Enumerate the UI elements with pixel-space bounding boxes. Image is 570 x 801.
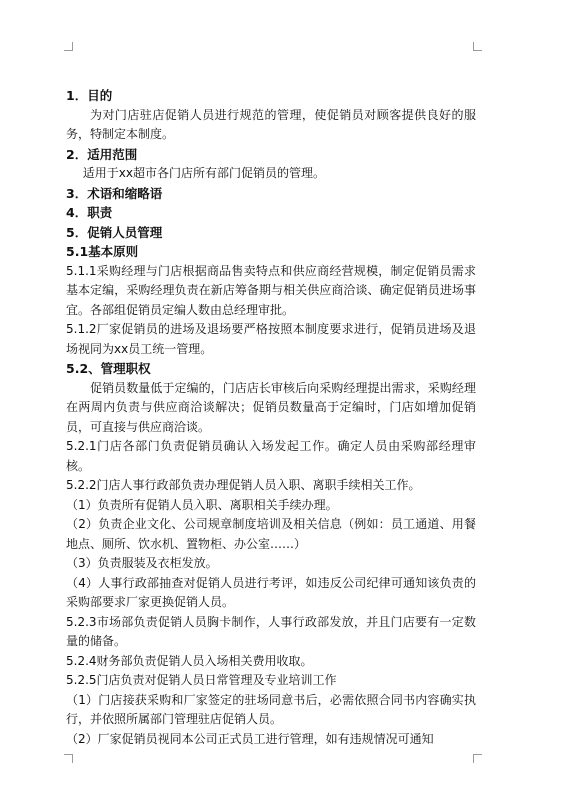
list-item-1: （1）负责所有促销人员入职、离职相关手续办理。 <box>66 497 338 512</box>
paragraph-5-2-1: 5.2.1门店各部门负责促销员确认入场发起工作。确定人员由采购部经理审核。 <box>66 439 476 473</box>
heading-scope: 2．适用范围 <box>66 146 138 162</box>
heading-management-authority: 5.2、管理职权 <box>66 361 151 376</box>
crop-mark-bottom-right <box>473 754 482 763</box>
heading-promoter-management: 5．促销人员管理 <box>66 224 163 240</box>
list-item-3: （3）负责服装及衣柜发放。 <box>66 556 218 570</box>
paragraph-5-2-5: 5.2.5门店负责对促销人员日常管理及专业培训工作 <box>66 673 337 687</box>
heading-basic-principles: 5.1基本原则 <box>66 244 139 259</box>
list-item-5-2-5-1: （1）门店接获采购和厂家签定的驻场同意书后，必需依照合同书内容确实执行，并依照所属部门管理驻店促销人员。 <box>66 692 476 726</box>
paragraph-5-1-1: 5.1.1采购经理与门店根据商品售卖特点和供应商经营规模，制定促销员需求基本定编，采购经理负责在新店筹备期与相关供应商洽谈、确定促销员进场事宜。各部组促销员定编人数由总经理审批。 <box>66 263 476 317</box>
crop-mark-top-left <box>64 42 73 51</box>
crop-mark-bottom-left <box>64 754 73 763</box>
heading-purpose: 1．目的 <box>66 88 113 103</box>
paragraph-5-2-2: 5.2.2门店人事行政部负责办理促销人员入职、离职手续相关工作。 <box>66 478 421 492</box>
paragraph-5-2-4: 5.2.4财务部负责促销人员入场相关费用收取。 <box>66 653 313 668</box>
list-item-2: （2）负责企业文化、公司规章制度培训及相关信息（例如：员工通道、用餐地点、厕所、饮水机、置物柜、办公室……） <box>66 517 476 551</box>
paragraph-5-1-2: 5.1.2厂家促销员的进场及退场要严格按照本制度要求进行，促销员进场及退场视同为xx员工统一管理。 <box>66 322 476 356</box>
paragraph-purpose: 为对门店驻店促销人员进行规范的管理，使促销员对顾客提供良好的服务，特制定本制度。 <box>66 107 476 141</box>
heading-terms: 3．术语和缩略语 <box>66 185 163 201</box>
paragraph-scope: 适用于xx超市各门店所有部门促销员的管理。 <box>82 166 326 180</box>
paragraph-authority: 促销员数量低于定编的，门店店长审核后向采购经理提出需求，采购经理在两周内负责与供应商洽谈解决；促销员数量高于定编时，门店如增加促销员，可直接与供应商洽谈。 <box>66 380 476 434</box>
document-page <box>66 86 476 749</box>
list-item-5-2-5-2: （2）厂家促销员视同本公司正式员工进行管理，如有违规情况可通知 <box>66 731 434 746</box>
paragraph-5-2-3: 5.2.3市场部负责促销人员胸卡制作，人事行政部发放，并且门店要有一定数量的储备。 <box>66 614 476 648</box>
crop-mark-top-right <box>473 42 482 51</box>
list-item-4: （4）人事行政部抽查对促销人员进行考评，如违反公司纪律可通知该负责的采购部要求厂家更换促销人员。 <box>66 575 476 609</box>
heading-duties: 4．职责 <box>66 205 113 220</box>
